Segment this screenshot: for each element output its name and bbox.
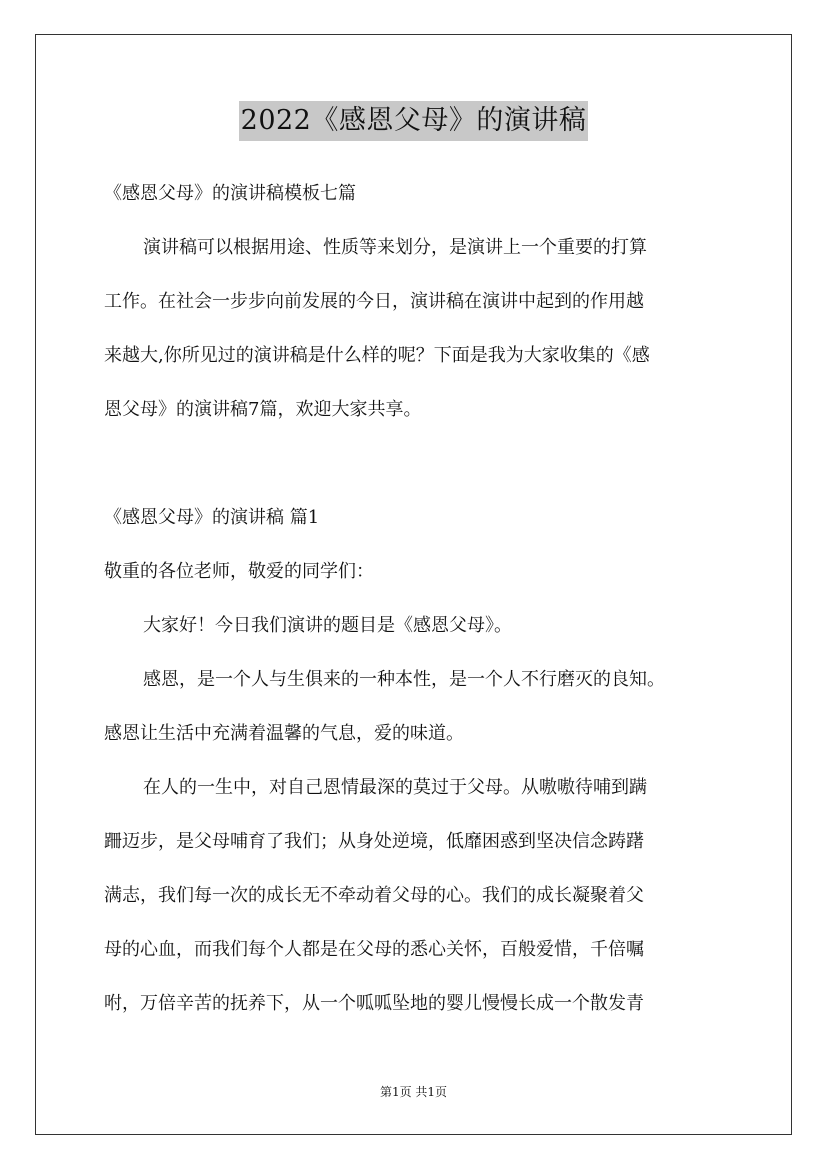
paragraph-line: 大家好！今日我们演讲的题目是《感恩父母》。 <box>143 615 512 636</box>
paragraph-line: 咐，万倍辛苦的抚养下，从一个呱呱坠地的婴儿慢慢长成一个散发青 <box>104 993 644 1014</box>
paragraph-line: 满志，我们每一次的成长无不牵动着父母的心。我们的成长凝聚着父 <box>104 885 644 906</box>
paragraph-line: 恩父母》的演讲稿7篇，欢迎大家共享。 <box>104 399 422 420</box>
section-heading: 《感恩父母》的演讲稿 篇1 <box>104 507 320 528</box>
document-title: 2022《感恩父母》的演讲稿 <box>239 101 589 141</box>
subtitle-line: 《感恩父母》的演讲稿模板七篇 <box>104 183 356 204</box>
paragraph-line: 在人的一生中，对自己恩情最深的莫过于父母。从嗷嗷待哺到蹒 <box>143 777 647 798</box>
paragraph-line: 来越大,你所见过的演讲稿是什么样的呢？下面是我为大家收集的《感 <box>104 345 650 366</box>
paragraph-line: 感恩，是一个人与生俱来的一种本性，是一个人不行磨灭的良知。 <box>143 669 665 690</box>
paragraph-line: 跚迈步，是父母哺育了我们；从身处逆境，低靡困惑到坚决信念踌躇 <box>104 831 644 852</box>
paragraph-line: 感恩让生活中充满着温馨的气息，爱的味道。 <box>104 723 464 744</box>
paragraph-line: 工作。在社会一步步向前发展的今日，演讲稿在演讲中起到的作用越 <box>104 291 644 312</box>
paragraph-line: 演讲稿可以根据用途、性质等来划分，是演讲上一个重要的打算 <box>143 237 647 258</box>
title-container <box>0 101 827 141</box>
paragraph-line: 母的心血，而我们每个人都是在父母的悉心关怀，百般爱惜，千倍嘱 <box>104 939 644 960</box>
salutation-line: 敬重的各位老师，敬爱的同学们： <box>104 561 374 582</box>
page-footer: 第1页 共1页 <box>379 1085 448 1099</box>
